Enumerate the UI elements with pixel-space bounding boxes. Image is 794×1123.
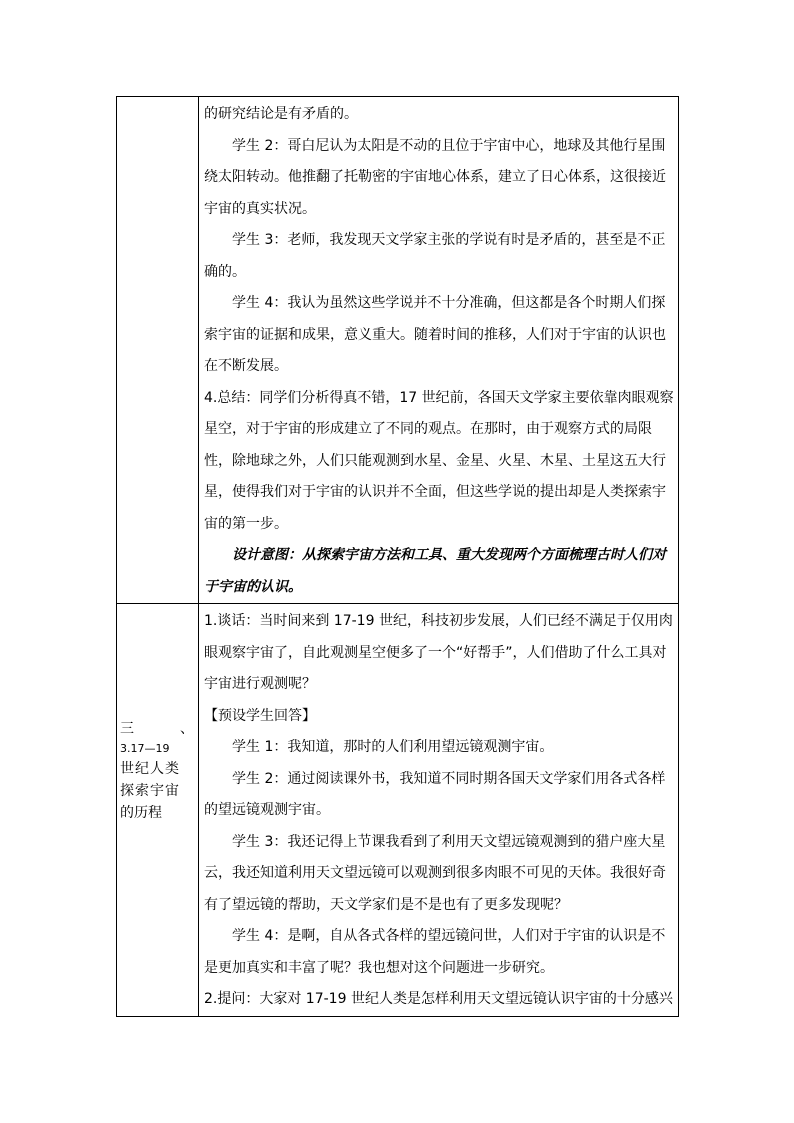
left-cell-section-label [117, 604, 199, 1017]
paragraph: 的研究结论是有矛盾的。 [204, 106, 358, 122]
section-label [120, 718, 194, 824]
right-cell-content [199, 97, 679, 604]
paragraph: 2.提问：大家对 17-19 世纪人类是怎样利用天文望远镜认识宇宙的十分感兴 [204, 991, 673, 1007]
paragraph: 学生 2：通过阅读课外书，我知道不同时期各国天文学家们用各式各样的望远镜观测宇宙。 [204, 770, 666, 818]
paragraph: 【预设学生回答】 [204, 707, 316, 724]
section-label-line: 探索宇宙 [120, 783, 180, 799]
paragraph: 学生 4：是啊，自从各式各样的望远镜问世，人们对于宇宙的认识是不是更加真实和丰富了呢？我也想对这个问题进一步研究。 [204, 928, 666, 976]
section-label-line [120, 718, 194, 740]
paragraph: 4.总结：同学们分析得真不错，17 世纪前，各国天文学家主要依靠肉眼观察星空，对于宇宙的形成建立了不同的观点。在那时，由于观察方式的局限性，除地球之外，人们只能观测到水星、金星、火星、木星、土星这五大行星，使得我们对于宇宙的认识并不全面，但这些学说的提出却是人类探索宇宙的第一步。 [204, 389, 674, 532]
section-comma: 、 [180, 721, 194, 737]
paragraph: 学生 4：我认为虽然这些学说并不十分准确，但这都是各个时期人们探索宇宙的证据和成果，意义重大。随着时间的推移，人们对于宇宙的认识也在不断发展。 [204, 295, 666, 374]
section-number: 三 [120, 721, 134, 737]
table-row [117, 97, 679, 604]
section-label-line: 世纪人类 [120, 761, 180, 777]
paragraph: 学生 2：哥白尼认为太阳是不动的且位于宇宙中心，地球及其他行星围绕太阳转动。他推翻了托勒密的宇宙地心体系，建立了日心体系，这很接近宇宙的真实状况。 [204, 137, 666, 217]
paragraph: 学生 3：我还记得上节课我看到了利用天文望远镜观测到的猎户座大星云，我还知道利用天文望远镜可以观测到很多肉眼不可见的天体。我很好奇有了望远镜的帮助，天文学家们是不是也有了更多发现呢？ [204, 833, 666, 913]
design-intent: 设计意图：从探索宇宙方法和工具、重大发现两个方面梳理古时人们对于宇宙的认识。 [204, 547, 666, 595]
lesson-plan-table [116, 96, 679, 1017]
table-row [117, 604, 679, 1017]
section-label-line: 的历程 [120, 805, 162, 821]
paragraph: 学生 3：老师，我发现天文学家主张的学说有时是矛盾的，甚至是不正确的。 [204, 232, 666, 280]
right-cell-content [199, 604, 679, 1017]
paragraph: 1.谈话：当时间来到 17-19 世纪，科技初步发展，人们已经不满足于仅用肉眼观察宇宙了，自此观测星空便多了一个“好帮手”，人们借助了什么工具对宇宙进行观测呢？ [204, 613, 673, 692]
left-cell-empty [117, 97, 199, 604]
paragraph: 学生 1：我知道，那时的人们利用望远镜观测宇宙。 [232, 739, 554, 755]
section-label-line: 3.17—19 [120, 742, 170, 755]
